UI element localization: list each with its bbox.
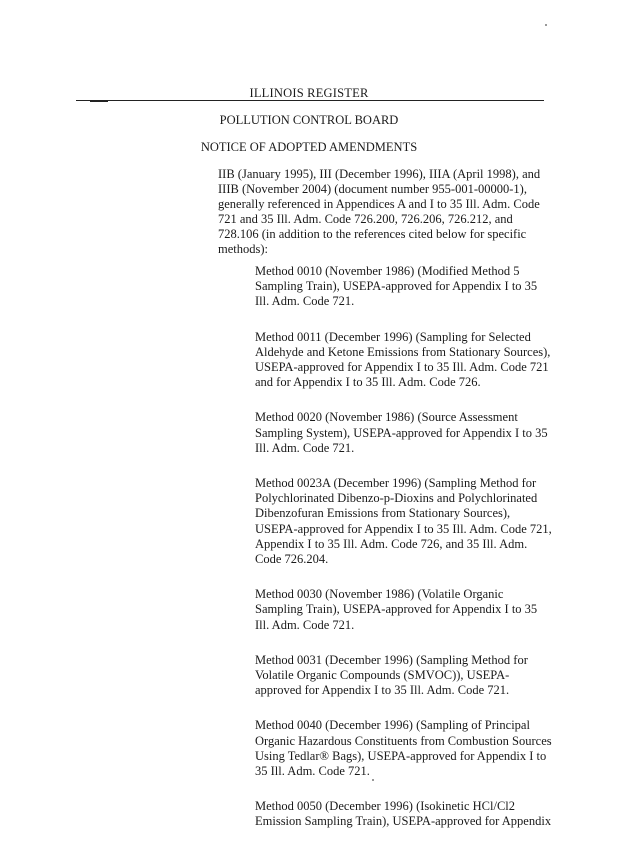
method-line: Method 0010 (November 1986) (Modified Method 5 [255,264,520,278]
method-line: 35 Ill. Adm. Code 721. [255,764,370,779]
method-line: USEPA-approved for Appendix I to 35 Ill. Adm. Code 721 [255,360,549,375]
method-line: Method 0023A (December 1996) (Sampling Method for [255,476,537,491]
method-item-0023a [255,476,550,567]
method-line: Dibenzofuran Emissions from Stationary Sources), [255,506,511,521]
method-line: Method 0011 (December 1996) (Sampling for Selected [255,329,531,344]
method-line: approved for Appendix I to 35 Ill. Adm. Code 721. [255,683,510,698]
intro-line: methods): [218,242,268,256]
method-item-0050 [255,799,550,829]
method-line: Sampling Train), USEPA-approved for Appendix I to 35 [255,602,538,617]
method-line: Aldehyde and Ketone Emissions from Stationary Sources), [255,344,551,359]
method-line: Ill. Adm. Code 721. [255,617,355,632]
method-line: and for Appendix I to 35 Ill. Adm. Code 726. [255,375,481,390]
method-line: Method 0040 (December 1996) (Sampling of Principal [255,718,530,733]
method-line: Method 0020 (November 1986) (Source Assessment [255,410,518,425]
intro-line: 721 and 35 Ill. Adm. Code 726.200, 726.206, 726.212, and [218,212,513,226]
method-line: Method 0050 (December 1996) (Isokinetic HCl/Cl2 [255,799,516,814]
method-list [255,264,550,850]
intro-line: IIB (January 1995), III (December 1996), IIIA (April 1998), and [218,167,541,181]
method-line: Polychlorinated Dibenzo-p-Dioxins and Polychlorinated [255,491,538,506]
method-line: Using Tedlar® Bags), USEPA-approved for Appendix I to [255,748,547,763]
method-line: Appendix I to 35 Ill. Adm. Code 726, and 35 Ill. Adm. [255,536,528,551]
method-line: Volatile Organic Compounds (SMVOC)), USEPA- [255,668,510,683]
method-line: Code 726.204. [255,552,329,567]
method-item-0011 [255,330,550,391]
scan-speck [372,779,374,781]
method-line: Method 0030 (November 1986) (Volatile Organic [255,587,504,602]
notice-heading: NOTICE OF ADOPTED AMENDMENTS [200,140,418,154]
register-title: ILLINOIS REGISTER [249,86,369,100]
method-line: Ill. Adm. Code 721. [255,294,355,309]
method-line: Sampling Train), USEPA-approved for Appendix I to 35 [255,279,538,294]
method-item-0030 [255,587,550,633]
method-line: Emission Sampling Train), USEPA-approved for Appendix [255,814,552,829]
method-line: USEPA-approved for Appendix I to 35 Ill. Adm. Code 721, [255,521,552,536]
method-item-0040 [255,718,550,779]
method-item-0031 [255,653,550,699]
method-line: Method 0031 (December 1996) (Sampling Method for [255,652,528,667]
scan-speck [545,24,547,26]
method-item-0020 [255,410,550,456]
intro-line: 728.106 (in addition to the references cited below for specific [218,227,527,241]
intro-line: generally referenced in Appendices A and I to 35 Ill. Adm. Code [218,197,540,211]
intro-line: IIIB (November 2004) (document number 955-001-00000-1), [218,182,527,196]
intro-paragraph [218,167,548,257]
method-line: Sampling System), USEPA-approved for Appendix I to 35 [255,425,548,440]
header-rule-mark [90,100,108,102]
method-item-0010 [255,264,550,310]
board-name: POLLUTION CONTROL BOARD [219,113,399,127]
method-line: Ill. Adm. Code 721. [255,440,355,455]
header-rule [76,100,544,101]
method-line: Organic Hazardous Constituents from Combustion Sources [255,733,552,748]
